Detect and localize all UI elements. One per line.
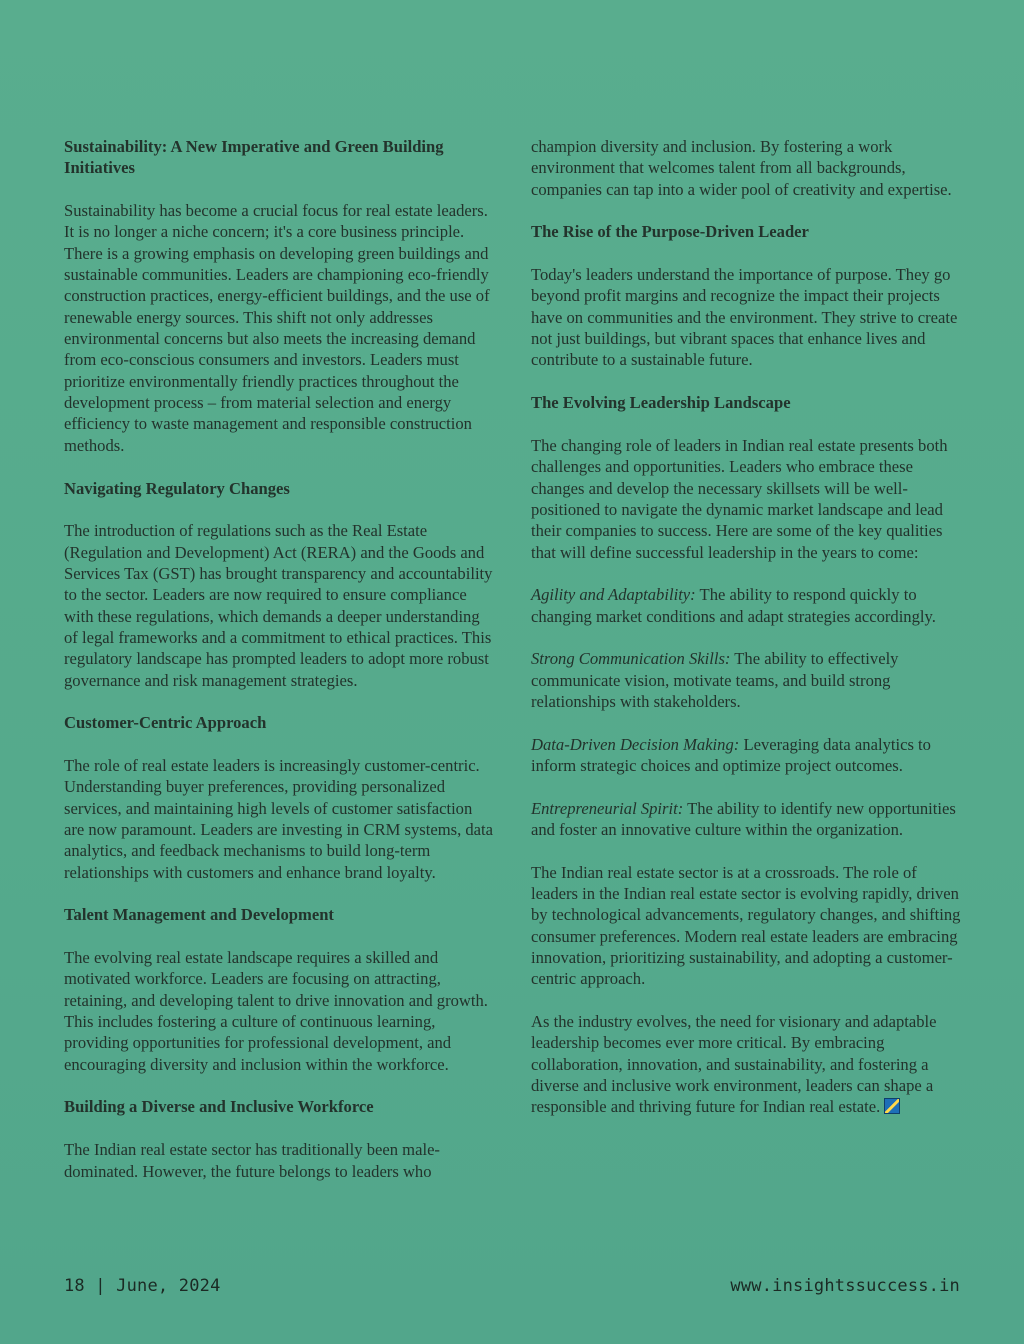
paragraph-diverse-workforce: The Indian real estate sector has traditionally been male-dominated. However, the future belongs to leaders who xyxy=(64,1140,440,1181)
footer-page-info: 18 | June, 2024 xyxy=(64,1276,221,1296)
heading-diverse-workforce: Building a Diverse and Inclusive Workforce xyxy=(64,1097,374,1117)
quality-data-driven xyxy=(531,734,961,777)
heading-customer-centric: Customer-Centric Approach xyxy=(64,713,267,733)
quality-agility-text: The ability to respond quickly to changing market conditions and adapt strategies accordingly. xyxy=(531,585,936,626)
heading-purpose-driven-leader: The Rise of the Purpose-Driven Leader xyxy=(531,222,809,242)
quality-entrepreneurial xyxy=(531,798,961,841)
right-column xyxy=(531,136,961,1139)
paragraph-sustainability: Sustainability has become a crucial focus for real estate leaders. It is no longer a niche concern; it's a core business principle. There is a growing emphasis on developing green buildings and sustainable communities. Leaders are championing eco-friendly construction practices, energy-efficient buildings, and the use of renewable energy sources. This shift not only addresses environmental concerns but also meets the increasing demand from eco-conscious consumers and investors. Leaders must prioritize environmentally friendly practices throughout the development process – from material selection and energy efficiency to waste management and responsible construction methods. xyxy=(64,201,490,455)
footer-website[interactable]: www.insightssuccess.in xyxy=(730,1276,960,1296)
quality-agility xyxy=(531,584,961,627)
paragraph-customer-centric: The role of real estate leaders is increasingly customer-centric. Understanding buyer preferences, providing personalized services, and maintaining high levels of customer satisfaction are now paramount. Leaders are investing in CRM systems, data analytics, and feedback mechanisms to build long-term relationships with customers and enhance brand loyalty. xyxy=(64,755,494,882)
heading-regulatory-changes: Navigating Regulatory Changes xyxy=(64,478,290,498)
paragraph-purpose-driven-leader: Today's leaders understand the importance of purpose. They go beyond profit margins and recognize the impact their projects have on communities and the environment. They strive to create not just buildings, but vibrant spaces that enhance lives and contribute to a sustainable future. xyxy=(531,265,958,370)
paragraph-crossroads: The Indian real estate sector is at a crossroads. The role of leaders in the Indian real estate sector is evolving rapidly, driven by technological advancements, regulatory changes, and shifting consumer preferences. Modern real estate leaders are embracing innovation, prioritizing sustainability, and adopting a customer-centric approach. xyxy=(531,862,961,989)
quality-agility-term: Agility and Adaptability: xyxy=(531,585,696,605)
paragraph-regulatory-changes: The introduction of regulations such as the Real Estate (Regulation and Development) Act (RERA) and the Goods and Services Tax (GST) has brought transparency and accountability to the sector. Leaders are now required to ensure compliance with these regulations, which demands a deeper understanding of legal frameworks and a commitment to ethical practices. This regulatory landscape has prompted leaders to adopt more robust governance and risk management strategies. xyxy=(64,521,493,690)
paragraph-leadership-landscape: The changing role of leaders in Indian real estate presents both challenges and opportunities. Leaders who embrace these changes and develop the necessary skillsets will be well-positioned to navigate the dynamic market landscape and lead their companies to success. Here are some of the key qualities that will define successful leadership in the years to come: xyxy=(531,435,948,562)
quality-communication xyxy=(531,648,961,712)
heading-leadership-landscape: The Evolving Leadership Landscape xyxy=(531,393,791,413)
quality-communication-term: Strong Communication Skills: xyxy=(531,649,731,669)
heading-sustainability: Sustainability: A New Imperative and Green Building Initiatives xyxy=(64,137,444,178)
quality-data-driven-text: Leveraging data analytics to inform strategic choices and optimize project outcomes. xyxy=(531,734,931,775)
quality-entrepreneurial-term: Entrepreneurial Spirit: xyxy=(531,798,684,818)
quality-entrepreneurial-text: The ability to identify new opportunities and foster an innovative culture within the organization. xyxy=(531,798,956,839)
paragraph-conclusion xyxy=(531,1011,961,1118)
paragraph-conclusion-text: As the industry evolves, the need for visionary and adaptable leadership becomes ever more critical. By embracing collaboration, innovation, and sustainability, and fostering a diverse and inclusive work environment, leaders can shape a responsible and thriving future for Indian real estate. xyxy=(531,1012,937,1117)
quality-data-driven-term: Data-Driven Decision Making: xyxy=(531,734,740,754)
article-end-icon xyxy=(884,1098,900,1114)
left-column xyxy=(64,136,494,1203)
paragraph-diverse-workforce-continued: champion diversity and inclusion. By fostering a work environment that welcomes talent from all backgrounds, companies can tap into a wider pool of creativity and expertise. xyxy=(531,137,952,199)
paragraph-talent-management: The evolving real estate landscape requires a skilled and motivated workforce. Leaders are focusing on attracting, retaining, and developing talent to drive innovation and growth. This includes fostering a culture of continuous learning, providing opportunities for professional development, and encouraging diversity and inclusion within the workforce. xyxy=(64,948,488,1074)
quality-communication-text: The ability to effectively communicate vision, motivate teams, and build strong relationships with stakeholders. xyxy=(531,649,899,711)
heading-talent-management: Talent Management and Development xyxy=(64,905,334,925)
